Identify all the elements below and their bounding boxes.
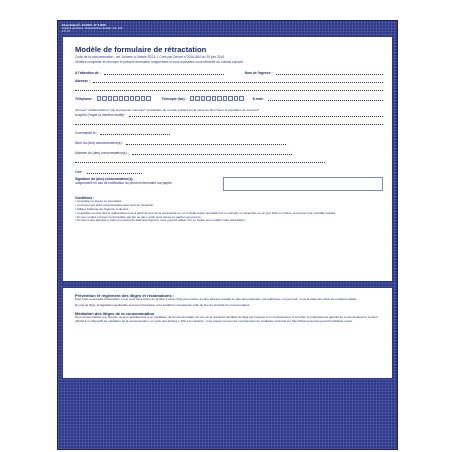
stamp-line-1: Elvea Nature® • Ed 2016 • N° 0-0000 <box>62 24 106 27</box>
fax-boxes[interactable] <box>190 96 244 101</box>
address-label: Adresse : <box>75 79 91 84</box>
disputes-text: Pour toute éventuelle réclamation, nous vous remercions de la faire à votre choix par courrier à notre adresse postale en tête des présentes, par téléphone, ou par mail ; nous la traiterons dans les meilleurs délais. <box>75 297 357 301</box>
phone-boxes[interactable] <box>97 96 151 101</box>
contract-field-2[interactable] <box>75 121 383 125</box>
condition-item: • Si vous notez adresse e-mail ou numéro de télécopie figurent, vous pouvez utiliser l'un ou l'autre pour notifier votre rétractation. <box>75 218 246 223</box>
condition-item: • Utiliser l'adresse de l'agence ci-dessus. <box>75 206 130 211</box>
mediation-title: Médiation des litiges de la consommation <box>75 310 155 316</box>
attention-field[interactable] <box>104 71 224 75</box>
address-field[interactable] <box>93 79 383 83</box>
ordered-field[interactable] <box>100 131 170 135</box>
form-title: Modèle de formulaire de rétractation <box>75 45 207 54</box>
condition-item: • L'envoyer par lettre recommandée avec avis de réception. <box>75 202 154 207</box>
form-instructions: Veuillez compléter et renvoyer le présent formulaire uniquement si vous souhaitez vous rétracter du contrat suivant. <box>75 60 244 65</box>
publisher-stamp <box>62 24 124 34</box>
mediation-text: Tout consommateur a le droit de recourir gratuitement à un médiateur de la consommation en vue de la résolution amiable du litige qui l'oppose à un professionnel. A cet effet, le professionnel garantit au consommateur le recours effectif à un dispositif de médiation de la consommation, en vertu des articles L.152-1 et suivants : vous pouvez trouver les coordonnées du médiateur sectoriel sur http://www.economie.gouv.fr/mediation-conso. <box>75 314 378 323</box>
attention-label: A l'attention de : <box>75 71 101 76</box>
agency-field[interactable] <box>276 71 383 75</box>
jurisdiction-text: En cas de litige, la législation applicable sera la loi française, et la juridiction compétente celle du lieu du domicile du consommateur. <box>75 302 251 307</box>
phone-label: Téléphone : <box>75 96 94 101</box>
withdrawal-form <box>62 36 393 282</box>
signature-box[interactable] <box>223 177 383 191</box>
signature-note: uniquement en cas de notification du présent formulaire sur papier. <box>75 180 173 185</box>
fax-label: Télécopie (fax) : <box>161 96 187 101</box>
email-field[interactable] <box>268 97 383 101</box>
notification-suffix: ci-après (*rayer la mention inutile) : <box>75 112 127 117</box>
signature-label: Signature du (des) consommateur(s), <box>75 176 134 181</box>
stamp-line-2: Imprimé par Elvea • Reproduction interdite • Art. 122-4 C. PI <box>62 27 123 34</box>
date-label: Date : <box>75 169 84 174</box>
consumer-address-label: Adresse du (des) consommateur(s) : <box>75 150 129 155</box>
disputes-title: Prévention et règlement des litiges et réclamations : <box>75 293 175 298</box>
disputes-info <box>62 287 393 379</box>
form-legal-reference: Code de la consommation - art. Annexe à l'article R221-1 Créé par Décret n°2016-884 du 29 juin 2016 <box>75 55 225 59</box>
email-label: E-mail : <box>252 96 265 101</box>
consumer-address-field[interactable] <box>132 151 292 155</box>
notification-text: Je/nous* notifie/notifions* par la présente ma/notre* rétractation du contrat, portant sur la vente du bien*/pour la prestation de services* <box>75 107 260 112</box>
consumer-name-field[interactable] <box>126 141 286 145</box>
condition-item: • L'expédier au plus tard le quatorzième jour à partir du jour de la commande ou, si ce délai expire normalement un samedi, un dimanche ou un jour férié ou chômé, le premier jour ouvrable suivant. <box>75 210 336 215</box>
conditions-title: Conditions : <box>75 195 95 200</box>
date-field[interactable] <box>87 170 142 174</box>
ordered-label: Commandé le : <box>75 130 98 135</box>
agency-label: Nom de l'agence : <box>244 71 273 76</box>
consumer-address-field-2[interactable] <box>75 159 325 163</box>
condition-item: • Compléter et signer ce formulaire. <box>75 198 123 203</box>
contract-field[interactable] <box>129 113 383 117</box>
consumer-name-label: Nom du (des) consommateur(s) : <box>75 140 124 145</box>
conditions-block <box>75 196 383 223</box>
form-sheet <box>57 20 398 450</box>
address-field-2[interactable] <box>75 87 383 91</box>
condition-item: • Si vous voulez envoyer ce formulaire par fax ou par e-mail, vous devez en garder une preuve. <box>75 214 202 219</box>
